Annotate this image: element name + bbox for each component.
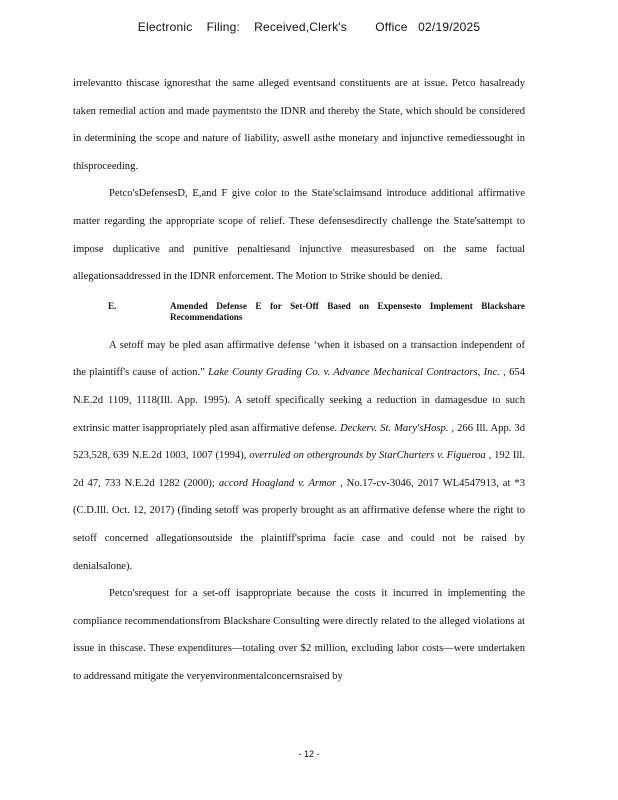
- setoff-text-1: A setoff may be pled asan affirmative defense ‘when it isbased on a transaction independent of the plaintiff's cause of action.”: [73, 339, 525, 379]
- citation-decker: Deckerv. St. Mary'sHosp.: [340, 422, 449, 434]
- setoff-text-4: , 192 Ill. 2d 47, 733 N.E.2d 1282 (2000);: [73, 450, 525, 489]
- document-body: [73, 70, 525, 690]
- citation-lake-county: Lake County Grading Co. v. Advance Mechanical Contractors, Inc.: [208, 367, 500, 379]
- section-heading: [73, 291, 525, 332]
- section-heading-title: Amended Defense E for Set-Off Based on Expensesto Implement Blackshare Recommendations: [170, 300, 525, 322]
- paragraph-continuation: irrelevantto thiscase ignoresthat the same alleged eventsand constituents are at issue. Petco hasalready taken remedial action and made paymentsto the IDNR and thereby the State, which should be considered in determining the scope and nature of liability, aswell asthe monetary and injunctive remediessought in thisproceeding.: [73, 78, 525, 172]
- page-number: - 12 -: [298, 749, 320, 759]
- filing-stamp-header: [0, 20, 618, 34]
- paragraph-defenses: Petco'sDefensesD, E,and F give color to the State'sclaimsand introduce additional affirmative matter regarding the appropriate scope of relief. These defensesdirectly challenge the State'sattempt to impose duplicative and punitive penaltiesand injunctive measuresbased on the same factual allegationsaddressed in the IDNR enforcement. The Motion to Strike should be denied.: [73, 188, 525, 283]
- filing-stamp-text: Electronic Filing: Received,Clerk's Office 02/19/2025: [137, 20, 481, 34]
- citation-overruled: overruled on othergrounds by StarCharters v. Figueroa: [249, 450, 486, 462]
- citation-hoagland: accord Hoagland v. Armor: [218, 477, 337, 489]
- paragraph-petco-request: Petco'srequest for a set-off isappropriate because the costs it incurred in implementing the compliance recommendationsfrom Blackshare Consulting were directly related to the alleged violations at issue in thiscase. These expenditures—totaling over $2 million, excluding labor costs—were undertaken to addressand mitigate the veryenvironmentalconcernsraised by: [73, 588, 525, 682]
- setoff-text-3: , 266 Ill. App. 3d 523,528, 639 N.E.2d 1003, 1007 (1994),: [73, 422, 526, 462]
- section-heading-letter: E.: [108, 300, 117, 311]
- paragraph-setoff-law: [73, 332, 525, 580]
- setoff-text-2: , 654 N.E.2d 1109, 1118(Ill. App. 1995). A setoff specifically seeking a reduction in damagesdue to such extrinsic matter isappropriately pled asan affirmative defense.: [73, 367, 525, 434]
- setoff-text-5: , No.17-cv-3046, 2017 WL4547913, at *3 (C.D.Ill. Oct. 12, 2017) (finding setoff was properly brought as an affirmative defense where the right to setoff concerned allegationsoutside the plaintiff'sprima facie case and could not be raised by denialsalone).: [73, 477, 525, 572]
